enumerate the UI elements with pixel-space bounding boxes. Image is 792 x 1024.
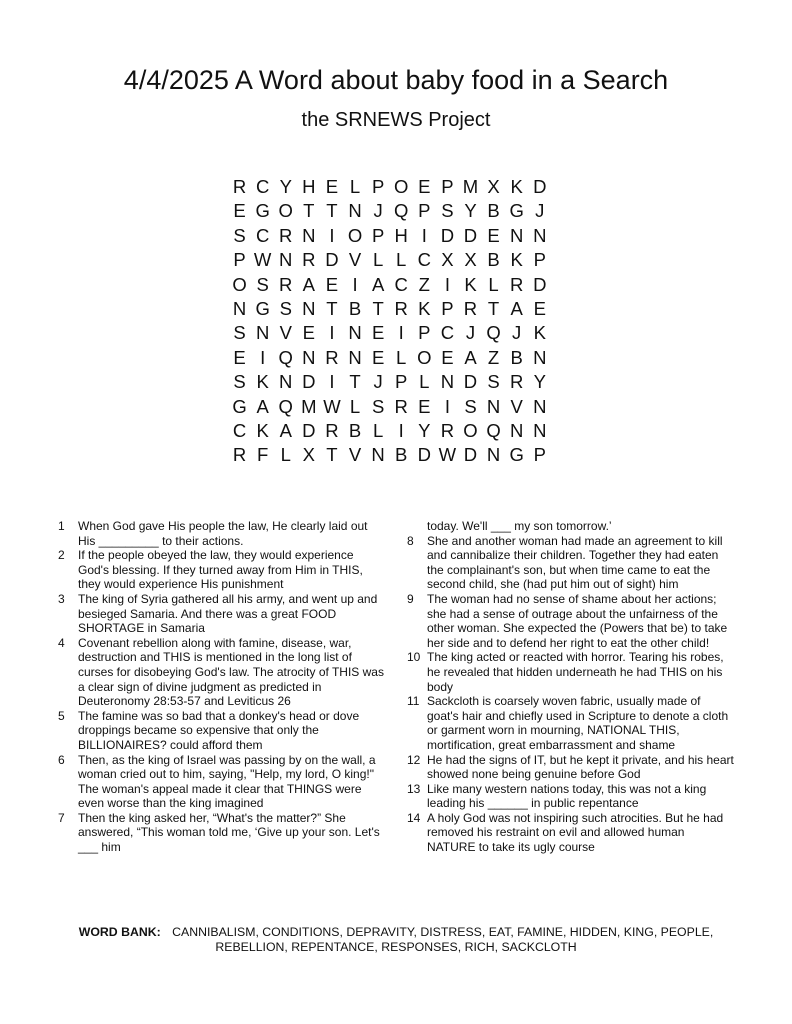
grid-cell: I	[329, 371, 335, 393]
grid-cell: T	[487, 297, 500, 319]
grid-cell: O	[232, 273, 247, 295]
grid-row	[228, 224, 551, 248]
clue-text: Like many western nations today, this was not a king leading his ______ in public repentance	[427, 781, 707, 811]
grid-cell: Q	[486, 419, 501, 441]
clue-number: 9	[407, 591, 414, 606]
grid-cell: N	[279, 249, 293, 271]
grid-cell: Y	[418, 419, 431, 441]
clue-number: 4	[58, 635, 65, 650]
grid-cell: I	[352, 273, 358, 295]
grid-cell: I	[421, 224, 427, 246]
grid-cell: E	[325, 176, 339, 197]
grid-cell: P	[371, 176, 385, 197]
clue-text: If the people obeyed the law, they would experience God's blessing. If they turned away from Him in THIS, they would experience His punishment	[78, 548, 363, 592]
word-bank-line-1: CANNIBALISM, CONDITIONS, DEPRAVITY, DISTRESS, EAT, FAMINE, HIDDEN, KING, PEOPLE,	[172, 925, 714, 939]
grid-cell: R	[279, 273, 293, 295]
grid-cell: N	[486, 395, 501, 417]
grid-cell: V	[348, 249, 362, 271]
grid-cell: E	[418, 395, 431, 417]
grid-cell: N	[348, 200, 362, 222]
grid-cell: D	[325, 249, 339, 271]
clue-number: 10	[407, 650, 421, 665]
clue-number: 3	[58, 591, 65, 606]
grid-cell: E	[418, 176, 431, 197]
grid-cell: H	[302, 176, 316, 197]
grid-cell: N	[302, 297, 316, 319]
grid-cell: C	[232, 419, 247, 441]
grid-cell: P	[233, 249, 246, 271]
grid-cell: R	[325, 346, 339, 368]
grid-cell: F	[256, 444, 269, 466]
grid-row	[228, 370, 551, 394]
clue-item	[405, 753, 735, 782]
grid-cell: N	[533, 346, 547, 368]
grid-cell: D	[463, 224, 478, 246]
grid-row	[228, 346, 551, 370]
clue-item	[405, 534, 735, 592]
clues-left-column	[56, 519, 386, 855]
grid-cell: K	[510, 176, 523, 197]
grid-cell: A	[464, 346, 477, 368]
grid-row	[228, 297, 551, 321]
clue-number: 14	[407, 810, 421, 825]
grid-cell: P	[395, 371, 408, 393]
grid-cell: N	[440, 371, 455, 393]
grid-cell: E	[325, 273, 339, 295]
grid-row	[228, 199, 551, 223]
grid-cell: N	[371, 444, 385, 466]
grid-row	[228, 248, 551, 272]
grid-cell: L	[488, 273, 499, 295]
clue-number: 1	[58, 519, 65, 533]
grid-cell: O	[463, 419, 478, 441]
grid-cell: A	[510, 297, 523, 319]
grid-row	[228, 175, 551, 199]
grid-cell: Q	[278, 346, 293, 368]
grid-cell: K	[256, 371, 269, 393]
grid-cell: K	[464, 273, 477, 295]
grid-cell: T	[349, 371, 361, 393]
grid-cell: I	[444, 273, 450, 295]
clue-item	[56, 548, 386, 592]
grid-cell: O	[347, 224, 363, 246]
grid-cell: A	[256, 395, 269, 417]
clue-text: Sackcloth is coarsely woven fabric, usually made of goat's hair and chiefly used in Scripture to denote a cloth or garment worn in mourning, NATIONAL THIS, mortification, great embarrassment and shame	[427, 694, 729, 752]
grid-cell: W	[323, 395, 341, 417]
clue-number: 11	[407, 694, 420, 709]
grid-cell: M	[462, 176, 479, 197]
clue-number: 7	[58, 810, 65, 825]
grid-cell: A	[371, 273, 385, 295]
grid-cell: R	[509, 273, 524, 295]
grid-cell: N	[533, 395, 547, 417]
grid-cell: E	[533, 297, 546, 319]
grid-cell: P	[418, 200, 431, 222]
grid-row	[228, 273, 551, 297]
clue-number: 5	[58, 708, 65, 723]
grid-cell: E	[233, 346, 246, 368]
grid-cell: L	[349, 395, 361, 417]
grid-cell: C	[394, 273, 408, 295]
clues-right-column	[405, 519, 735, 855]
grid-cell: P	[533, 444, 546, 466]
grid-cell: B	[348, 419, 362, 441]
grid-cell: Q	[486, 322, 501, 344]
grid-cell: K	[418, 297, 431, 319]
grid-cell: E	[487, 224, 500, 246]
grid-row	[228, 443, 551, 467]
grid-cell: Y	[533, 371, 546, 393]
grid-cell: D	[533, 176, 547, 197]
clue-number: 13	[407, 781, 421, 796]
grid-cell: Y	[464, 200, 477, 222]
grid-cell: R	[232, 444, 247, 466]
clue-number: 2	[58, 548, 65, 563]
grid-cell: Q	[394, 200, 409, 222]
grid-cell: H	[394, 224, 408, 246]
grid-cell: S	[233, 322, 246, 344]
clue-item	[405, 782, 735, 811]
grid-cell: S	[371, 395, 385, 417]
grid-cell: Q	[278, 395, 293, 417]
grid-cell: X	[441, 249, 454, 271]
grid-cell: C	[255, 224, 270, 246]
grid-cell: S	[464, 395, 477, 417]
grid-cell: T	[326, 444, 338, 466]
grid-cell: S	[233, 224, 246, 246]
grid-cell: J	[535, 200, 545, 222]
grid-cell: J	[512, 322, 522, 344]
grid-cell: W	[253, 249, 272, 271]
grid-cell: J	[373, 200, 383, 222]
clue-text: He had the signs of IT, but he kept it private, and his heart showed none being genuine before God	[427, 752, 734, 782]
grid-cell: M	[301, 395, 317, 417]
grid-cell: P	[418, 322, 431, 344]
grid-cell: N	[509, 224, 524, 246]
grid-cell: P	[533, 249, 546, 271]
grid-cell: E	[233, 200, 246, 222]
grid-cell: R	[463, 297, 478, 319]
grid-cell: N	[232, 297, 247, 319]
clue-item	[56, 753, 386, 811]
grid-cell: G	[509, 200, 524, 222]
grid-cell: E	[371, 322, 385, 344]
grid-cell: R	[325, 419, 339, 441]
grid-cell: V	[348, 444, 362, 466]
grid-cell: R	[302, 249, 316, 271]
grid-cell: N	[509, 419, 524, 441]
grid-cell: Z	[418, 273, 430, 295]
grid-cell: N	[486, 444, 501, 466]
clue-text: She and another woman had made an agreement to kill and cannibalize their children. Together they had eaten the complainant's son, but when time came to eat the second child, she (had put him out of sight) him	[427, 533, 723, 592]
clue-item	[405, 592, 735, 650]
grid-cell: D	[463, 444, 478, 466]
grid-cell: D	[302, 371, 316, 393]
grid-cell: X	[464, 249, 477, 271]
grid-cell: S	[441, 200, 454, 222]
clue-item	[56, 636, 386, 709]
grid-cell: S	[279, 297, 292, 319]
grid-cell: X	[302, 444, 315, 466]
grid-cell: G	[255, 297, 270, 319]
grid-cell: O	[278, 200, 293, 222]
grid-cell: L	[349, 176, 361, 197]
grid-cell: X	[487, 176, 500, 197]
grid-cell: I	[398, 419, 404, 441]
grid-cell: N	[302, 224, 316, 246]
clue-text: The king acted or reacted with horror. Tearing his robes, he revealed that hidden underneath he had THIS on his body	[427, 650, 724, 694]
grid-cell: W	[438, 444, 457, 466]
clue-number: 12	[407, 752, 421, 767]
grid-cell: K	[256, 419, 269, 441]
grid-cell: P	[441, 297, 454, 319]
clue-item	[56, 709, 386, 753]
clue-text: The king of Syria gathered all his army, and went up and besieged Samaria. And there was a great FOOD SHORTAGE in Samaria	[78, 591, 378, 636]
grid-cell: K	[533, 322, 546, 344]
grid-cell: I	[444, 395, 450, 417]
grid-cell: P	[371, 224, 385, 246]
grid-cell: R	[279, 224, 293, 246]
clue-item	[56, 519, 386, 548]
grid-cell: D	[302, 419, 316, 441]
grid-cell: E	[302, 322, 315, 344]
clue-item	[405, 811, 735, 855]
clue-item	[405, 694, 735, 752]
grid-cell: V	[279, 322, 292, 344]
clue-7-continuation: today. We'll ___ my son tomorrow.’	[427, 519, 612, 533]
clue-text: Then, as the king of Israel was passing by on the wall, a woman cried out to him, saying, "Help, my lord, O king!" The woman's appeal made it clear that THINGS were even worse than the king imagined	[78, 752, 376, 811]
grid-cell: G	[232, 395, 247, 417]
grid-cell: O	[394, 176, 409, 197]
clue-item	[405, 650, 735, 694]
grid-cell: A	[302, 273, 315, 295]
grid-cell: I	[398, 322, 404, 344]
grid-cell: N	[279, 371, 293, 393]
grid-cell: B	[487, 249, 500, 271]
clue-number: 6	[58, 752, 65, 767]
grid-cell: O	[417, 346, 432, 368]
grid-cell: K	[510, 249, 523, 271]
grid-cell: R	[394, 297, 408, 319]
grid-cell: S	[487, 371, 500, 393]
grid-cell: D	[463, 371, 478, 393]
page-title: 4/4/2025 A Word about baby food in a Search	[123, 65, 669, 95]
grid-cell: T	[372, 297, 384, 319]
grid-cell: G	[255, 200, 270, 222]
grid-cell: L	[372, 249, 384, 271]
grid-cell: N	[533, 419, 547, 441]
word-search-grid	[228, 175, 551, 468]
grid-cell: P	[441, 176, 454, 197]
grid-cell: I	[329, 322, 335, 344]
grid-cell: R	[394, 395, 408, 417]
clue-number: 8	[407, 533, 414, 548]
grid-cell: I	[260, 346, 266, 368]
grid-cell: N	[255, 322, 270, 344]
grid-cell: L	[396, 346, 407, 368]
grid-cell: Z	[487, 346, 500, 368]
clue-text: Covenant rebellion along with famine, disease, war, destruction and THIS is mentioned in the long list of curses for disobeying God's law. The atrocity of THIS was a clear sign of divine judgment as predicted in Deuteronomy 28:53-57 and Leviticus 26	[78, 635, 384, 709]
grid-cell: N	[533, 224, 547, 246]
grid-cell: T	[326, 297, 338, 319]
grid-cell: L	[396, 249, 407, 271]
grid-cell: N	[348, 322, 362, 344]
grid-cell: S	[233, 371, 246, 393]
grid-cell: B	[487, 200, 500, 222]
grid-cell: R	[440, 419, 455, 441]
page-subtitle: the SRNEWS Project	[301, 109, 491, 131]
grid-row	[228, 321, 551, 345]
word-bank-label: WORD BANK:	[78, 925, 161, 939]
grid-cell: I	[329, 224, 335, 246]
grid-cell: B	[348, 297, 362, 319]
grid-cell: D	[533, 273, 547, 295]
grid-cell: T	[326, 200, 338, 222]
grid-cell: B	[395, 444, 408, 466]
clue-text: A holy God was not inspiring such atrocities. But he had removed his restraint on evil and allowed human NATURE to take its ugly course	[427, 810, 724, 855]
grid-cell: R	[232, 176, 247, 197]
grid-cell: L	[280, 444, 291, 466]
grid-cell: B	[510, 346, 523, 368]
grid-cell: L	[372, 419, 384, 441]
clue-item	[56, 592, 386, 636]
clue-text: The woman had no sense of shame about her actions; she had a sense of outrage about the unfairness of the other woman. She expected the (Powers that be) to take her side and to defend her right to eat the other child!	[427, 591, 728, 650]
grid-cell: C	[417, 249, 431, 271]
grid-cell: C	[440, 322, 455, 344]
grid-cell: J	[465, 322, 476, 344]
clue-text: Then the king asked her, “What's the matter?” She answered, “This woman told me, ‘Give up your son. Let's ___ him	[78, 810, 380, 855]
grid-cell: N	[302, 346, 316, 368]
grid-cell: L	[419, 371, 430, 393]
grid-cell: R	[509, 371, 524, 393]
grid-cell: Y	[279, 176, 292, 197]
grid-cell: A	[279, 419, 292, 441]
word-bank-line-2: REBELLION, REPENTANCE, RESPONSES, RICH, SACKCLOTH	[215, 939, 577, 954]
grid-cell: J	[373, 371, 383, 393]
grid-row	[228, 419, 551, 443]
grid-cell: V	[510, 395, 523, 417]
clue-text: When God gave His people the law, He clearly laid out His _________ to their actions.	[78, 519, 368, 548]
grid-cell: E	[371, 346, 385, 368]
grid-cell: S	[256, 273, 269, 295]
grid-cell: D	[417, 444, 431, 466]
grid-cell: T	[303, 200, 315, 222]
grid-cell: N	[348, 346, 362, 368]
word-bank	[40, 925, 752, 955]
grid-cell: D	[440, 224, 455, 246]
grid-cell: C	[255, 176, 270, 197]
grid-row	[228, 395, 551, 419]
grid-cell: E	[441, 346, 454, 368]
clue-text: The famine was so bad that a donkey's head or dove droppings became so expensive that only the BILLIONAIRES? could afford them	[78, 708, 360, 752]
clue-item	[56, 811, 386, 855]
grid-cell: G	[509, 444, 524, 466]
